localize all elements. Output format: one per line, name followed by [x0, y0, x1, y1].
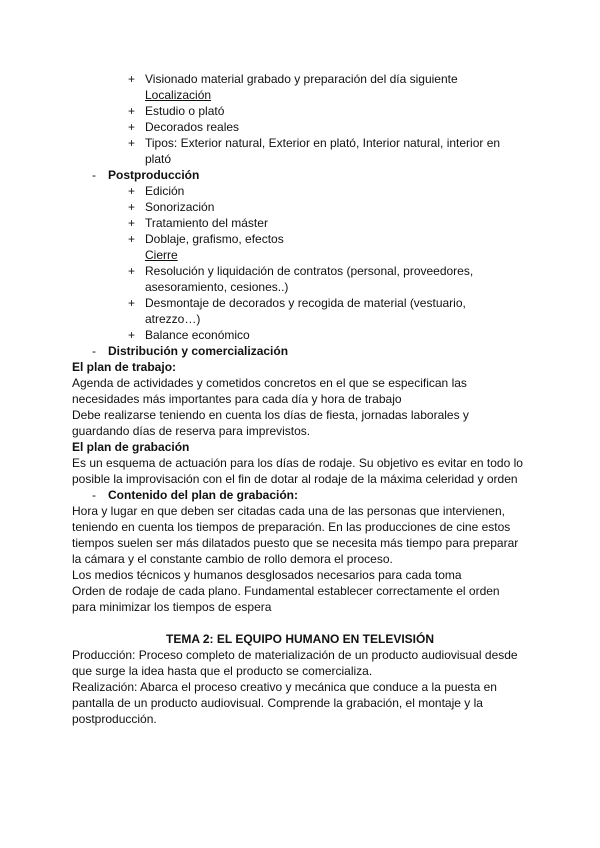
bullet-item: Tipos: Exterior natural, Exterior en plató, Interior natural, interior en — [145, 136, 501, 150]
plus-bullet-icon: + — [128, 264, 136, 278]
line-body — [0, 711, 600, 727]
line-sub-underline — [0, 247, 600, 263]
body-text: teniendo en cuenta los tiempos de preparación. En las producciones de cine estos — [72, 520, 511, 534]
line-body — [0, 423, 600, 439]
line-plus — [0, 183, 600, 199]
line-blank — [0, 615, 600, 631]
bullet-item: Resolución y liquidación de contratos (personal, proveedores, — [145, 264, 474, 278]
section-heading: Contenido del plan de grabación: — [108, 488, 299, 502]
line-dash — [0, 167, 600, 183]
line-body — [0, 583, 600, 599]
line-dash — [0, 487, 600, 503]
body-text: guardando días de reserva para imprevistos. — [72, 424, 311, 438]
body-text: necesidades más importantes para cada día y hora de trabajo — [72, 392, 402, 406]
bullet-item: Edición — [145, 184, 185, 198]
line-plus — [0, 103, 600, 119]
plus-bullet-icon: + — [128, 232, 136, 246]
line-body — [0, 407, 600, 423]
line-sub-underline — [0, 87, 600, 103]
line-body — [0, 391, 600, 407]
bullet-item-continuation: asesoramiento, cesiones..) — [145, 280, 289, 294]
body-text: para minimizar los tiempos de espera — [72, 600, 272, 614]
bullet-item: Balance económico — [145, 328, 250, 342]
line-body — [0, 599, 600, 615]
body-text: Hora y lugar en que deben ser citadas cada una de las personas que intervienen, — [72, 504, 505, 518]
body-text: tiempos suelen ser más dilatados puesto que se necesita más tiempo para preparar — [72, 536, 519, 550]
line-body — [0, 567, 600, 583]
line-body — [0, 535, 600, 551]
body-text: Debe realizarse teniendo en cuenta los días de fiesta, jornadas laborales y — [72, 408, 469, 422]
bullet-item-continuation: plató — [145, 152, 172, 166]
section-heading: Postproducción — [108, 168, 200, 182]
chapter-title: TEMA 2: EL EQUIPO HUMANO EN TELEVISIÓN — [165, 632, 435, 646]
line-cont — [0, 279, 600, 295]
bullet-item: Desmontaje de decorados y recogida de material (vestuario, — [145, 296, 466, 310]
plus-bullet-icon: + — [128, 120, 136, 134]
subsection-label: Localización — [145, 88, 212, 102]
line-cont — [0, 151, 600, 167]
dash-bullet-icon: - — [92, 488, 96, 502]
line-plus — [0, 327, 600, 343]
line-dash — [0, 343, 600, 359]
plus-bullet-icon: + — [128, 104, 136, 118]
heading: El plan de grabación — [72, 440, 190, 454]
body-text: que surge la idea hasta que el producto se comercializa. — [72, 664, 373, 678]
dash-bullet-icon: - — [92, 344, 96, 358]
plus-bullet-icon: + — [128, 296, 136, 310]
plus-bullet-icon: + — [128, 136, 136, 150]
line-plus — [0, 199, 600, 215]
line-plus — [0, 231, 600, 247]
line-heading — [0, 439, 600, 455]
line-plus — [0, 215, 600, 231]
line-body — [0, 679, 600, 695]
line-plus — [0, 295, 600, 311]
subsection-label: Cierre — [145, 248, 178, 262]
bullet-item-continuation: atrezzo…) — [145, 312, 201, 326]
heading: El plan de trabajo: — [72, 360, 177, 374]
body-text: Agenda de actividades y cometidos concretos en el que se especifican las — [72, 376, 467, 390]
plus-bullet-icon: + — [128, 328, 136, 342]
body-text: pantalla de un producto audiovisual. Comprende la grabación, el montaje y la — [72, 696, 483, 710]
line-plus — [0, 135, 600, 151]
bullet-item: Estudio o plató — [145, 104, 225, 118]
line-title — [0, 631, 600, 647]
line-plus — [0, 119, 600, 135]
line-plus — [0, 71, 600, 87]
body-text: Es un esquema de actuación para los días de rodaje. Su objetivo es evitar en todo lo — [72, 456, 523, 470]
bullet-item: Decorados reales — [145, 120, 240, 134]
bullet-item: Doblaje, grafismo, efectos — [145, 232, 284, 246]
bullet-item: Sonorización — [145, 200, 215, 214]
bullet-item: Tratamiento del máster — [145, 216, 268, 230]
line-cont — [0, 311, 600, 327]
body-text: Orden de rodaje de cada plano. Fundamental establecer correctamente el orden — [72, 584, 500, 598]
line-body — [0, 455, 600, 471]
plus-bullet-icon: + — [128, 200, 136, 214]
line-body — [0, 471, 600, 487]
plus-bullet-icon: + — [128, 72, 136, 86]
line-body — [0, 519, 600, 535]
body-text: Producción: Proceso completo de materialización de un producto audiovisual desde — [72, 648, 518, 662]
line-body — [0, 663, 600, 679]
plus-bullet-icon: + — [128, 216, 136, 230]
section-heading: Distribución y comercialización — [108, 344, 289, 358]
line-body — [0, 551, 600, 567]
body-text: posible la improvisación con el fin de dotar al rodaje de la máxima celeridad y orden — [72, 472, 518, 486]
line-body — [0, 503, 600, 519]
dash-bullet-icon: - — [92, 168, 96, 182]
line-heading — [0, 359, 600, 375]
body-text: postproducción. — [72, 712, 157, 726]
body-text: Los medios técnicos y humanos desglosados necesarios para cada toma — [72, 568, 462, 582]
line-body — [0, 375, 600, 391]
body-text: la cámara y el constante cambio de rollo demora el proceso. — [72, 552, 393, 566]
bullet-item: Visionado material grabado y preparación del día siguiente — [145, 72, 458, 86]
line-body — [0, 695, 600, 711]
line-plus — [0, 263, 600, 279]
line-body — [0, 647, 600, 663]
plus-bullet-icon: + — [128, 184, 136, 198]
body-text: Realización: Abarca el proceso creativo y mecánica que conduce a la puesta en — [72, 680, 497, 694]
document-page — [0, 71, 600, 727]
